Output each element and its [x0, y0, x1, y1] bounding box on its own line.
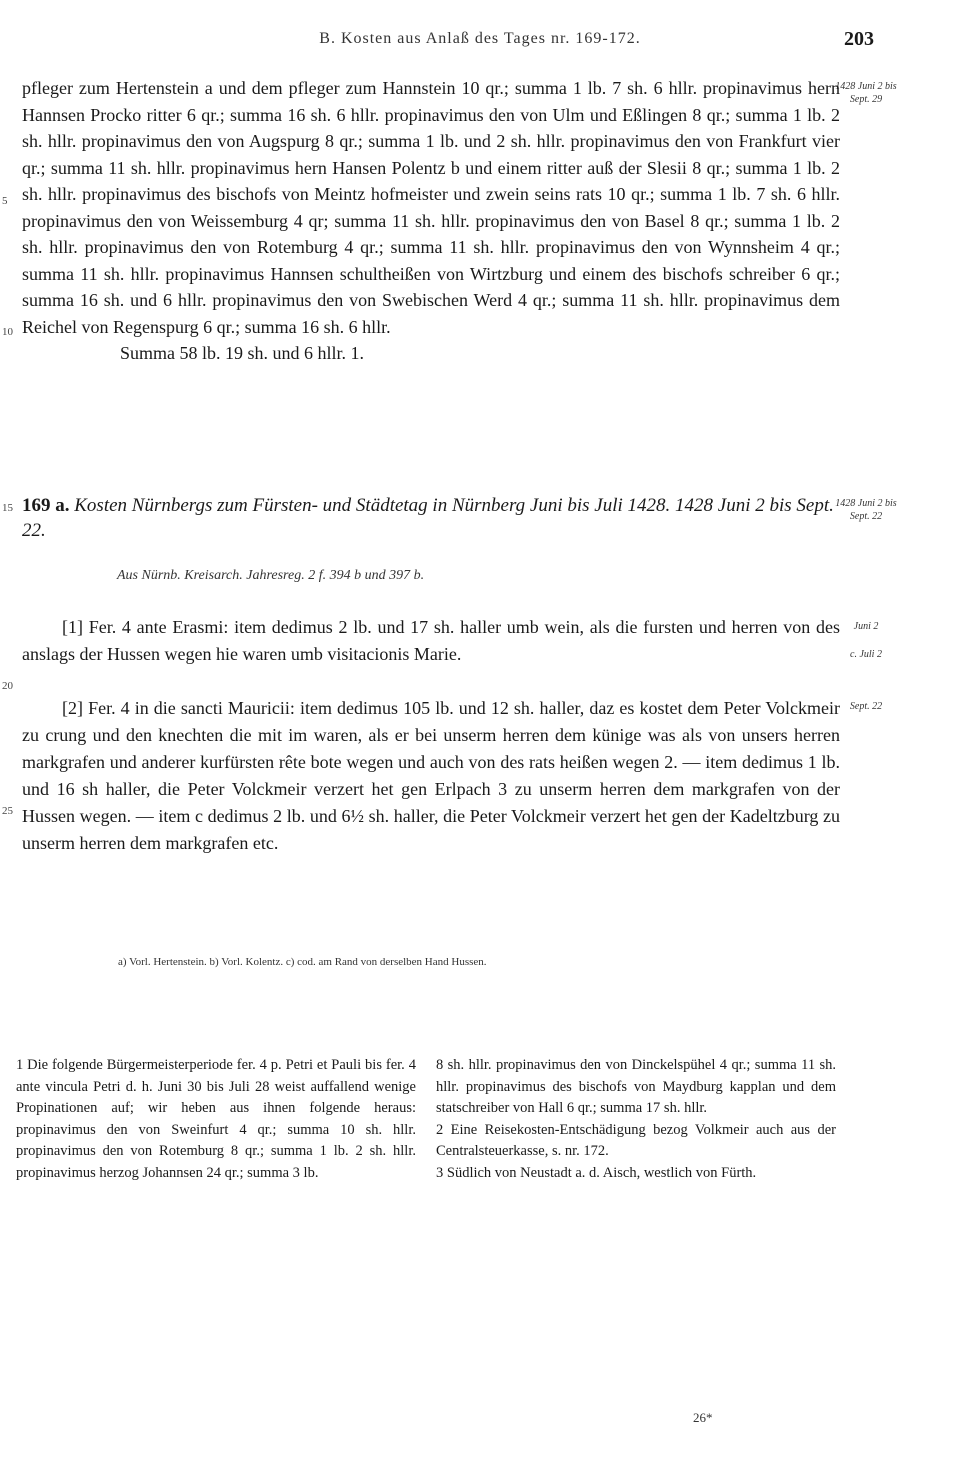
running-title: B. Kosten aus Anlaß des Tages nr. 169-172.	[319, 30, 641, 47]
source-reference: Aus Nürnb. Kreisarch. Jahresreg. 2 f. 394 b und 397 b.	[117, 568, 425, 583]
margin-date-note: c. Juli 2	[850, 649, 882, 660]
entry-number: 169 a.	[22, 495, 70, 516]
margin-date-note: Juni 2	[853, 621, 879, 632]
entry-title: Kosten Nürnbergs zum Fürsten- und Städtetag in Nürnberg Juni bis Juli 1428. 1428 Juni 2 bis Sept. 22.	[22, 495, 834, 541]
item-1-text: [1] Fer. 4 ante Erasmi: item dedimus 2 lb. und 17 sh. haller umb wein, als die fursten und herren von des anslags der Hussen wegen hie waren umb visitacionis Marie.	[22, 617, 840, 664]
body-paragraph	[22, 75, 840, 367]
footnotes-left-column	[16, 1055, 416, 1184]
line-number: 25	[2, 805, 13, 817]
item-2	[22, 695, 840, 857]
footnote-3: 3 Südlich von Neustadt a. d. Aisch, westlich von Fürth.	[436, 1164, 757, 1181]
margin-date-note: 1428 Juni 2 bis Sept. 29	[835, 81, 897, 105]
entry-heading	[22, 493, 840, 543]
item-2-text: [2] Fer. 4 in die sancti Mauricii: item dedimus 105 lb. und 12 sh. haller, daz es kostet dem Peter Volckmeir zu crung und den knechten die mit im waren, als er bei unserm herren dem künige was als von unsers herren markgrafen und anderer kurfürsten rête bote wegen und auch von des rats heißen wegen 2. — item dedimus 1 lb. und 16 sh haller, die Peter Volckmeir verzert het gen Erlpach 3 zu unserm herren dem markgrafen von der Hussen wegen. — item c dedimus 2 lb. und 6½ sh. haller, die Peter Volckmeir verzert het gen der Kadeltzburg zu unserm herren dem markgrafen etc.	[22, 698, 840, 853]
sheet-signature: 26*	[693, 1410, 713, 1425]
line-number: 15	[2, 502, 13, 514]
critical-apparatus: a) Vorl. Hertenstein. b) Vorl. Kolentz. c) cod. am Rand von derselben Hand Hussen.	[118, 956, 487, 968]
propination-list: pfleger zum Hertenstein a und dem pfleger zum Hannstein 10 qr.; summa 1 lb. 7 sh. 6 hllr. propinavimus hern Hannsen Procko ritter 6 qr.; summa 16 sh. 6 hllr. propinavimus den von Ulm und Eßlingen 8 qr.; summa 1 lb. 2 sh. hllr. propinavimus den von Augspurg 8 qr.; summa 1 lb. und 2 sh. hllr. propinavimus den von Frankfurt vier qr.; summa 11 sh. hllr. propinavimus hern Hansen Polentz b und einem ritter auß der Slesii 8 qr.; summa 1 lb. 2 sh. hllr. propinavimus des bischofs von Meintz hofmeister und zwein seins rats 10 qr.; summa 1 lb. 7 sh. 6 hllr. propinavimus den von Weissemburg 4 qr; summa 11 sh. hllr. propinavimus den von Basel 8 qr.; summa 1 lb. 2 sh. hllr. propinavimus den von Rotemburg 4 qr.; summa 11 sh. hllr. propinavimus den von Wynnsheim 4 qr.; summa 11 sh. hllr. propinavimus Hannsen schultheißen von Wirtzburg und einem des bischofs schreiber 6 qr.; summa 16 sh. und 6 hllr. propinavimus den von Swebischen Werd 4 qr.; summa 11 sh. hllr. propinavimus dem Reichel von Regenspurg 6 qr.; summa 16 sh. 6 hllr.	[22, 78, 840, 337]
margin-date-note: Sept. 22	[849, 701, 883, 712]
page-number: 203	[844, 28, 874, 50]
margin-date-note: 1428 Juni 2 bis Sept. 22	[835, 498, 897, 522]
footnote-2: 2 Eine Reisekosten-Entschädigung bezog Volkmeir auch aus der Centralsteuerkasse, s. nr. 172.	[436, 1121, 836, 1159]
summa-line: Summa 58 lb. 19 sh. und 6 hllr. 1.	[120, 343, 365, 363]
footnotes-right-column	[436, 1055, 836, 1184]
line-number: 10	[2, 326, 13, 338]
footnote-1: 1 Die folgende Bürgermeisterperiode fer. 4 p. Petri et Pauli bis fer. 4 ante vincula Petri d. h. Juni 30 bis Juli 28 weist auffallend wenige Propinationen auf; wir heben aus ihnen folgende heraus: propinavimus den von Sweinfurt 4 qr.; summa 10 sh. hllr. propinavimus den von Rotemburg 8 qr.; summa 1 lb. 2 sh. hllr. propinavimus herzog Johannsen 24 qr.; summa 3 lb.	[16, 1057, 416, 1181]
line-number: 5	[2, 195, 8, 207]
item-1	[22, 614, 840, 668]
footnote-1-continued: 8 sh. hllr. propinavimus den von Dinckelspühel 4 qr.; summa 11 sh. hllr. propinavimus des bischofs von Maydburg kapplan und dem statschreiber von Hall 6 qr.; summa 17 sh. hllr.	[436, 1057, 836, 1116]
line-number: 20	[2, 680, 13, 692]
